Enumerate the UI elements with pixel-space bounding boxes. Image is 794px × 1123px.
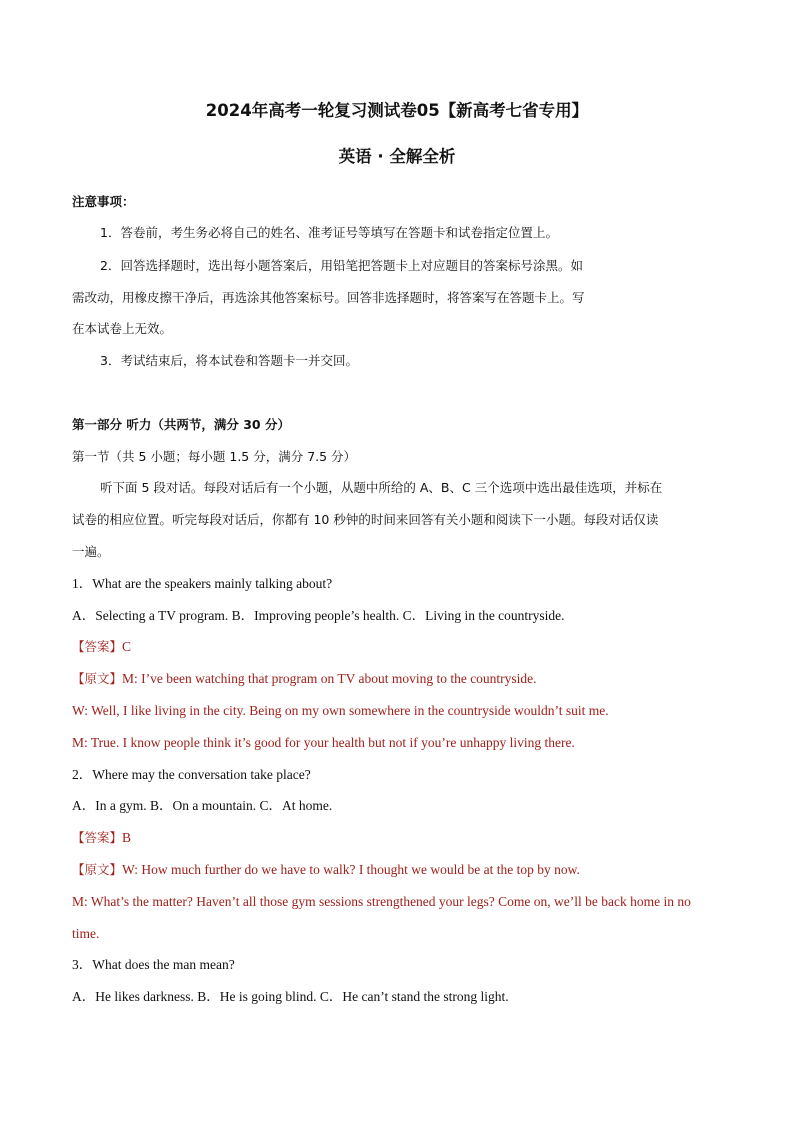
section1-heading: 第一节（共 5 小题；每小题 1.5 分，满分 7.5 分） bbox=[72, 449, 357, 464]
source-text: W: How much further do we have to walk? I thought we would be at the top by now. bbox=[122, 862, 580, 877]
question-2-answer bbox=[72, 829, 131, 847]
question-2-options: A．In a gym. B．On a mountain. C．At home. bbox=[72, 798, 333, 813]
question-1-source-line-3: M: True. I know people think it’s good for your health but not if you’re unhappy living there. bbox=[72, 735, 575, 750]
notice-item-2-line-1: 2．回答选择题时，选出每小题答案后，用铅笔把答题卡上对应题目的答案标号涂黑。如 bbox=[100, 258, 583, 273]
question-1-options: A．Selecting a TV program. B．Improving people’s health. C．Living in the countryside. bbox=[72, 608, 565, 623]
question-2-source-line-2: M: What’s the matter? Haven’t all those gym sessions strengthened your legs? Come on, we’ll be back home in no bbox=[72, 894, 691, 909]
question-2-source-line-1 bbox=[72, 861, 580, 879]
notice-item-1: 1．答卷前，考生务必将自己的姓名、准考证号等填写在答题卡和试卷指定位置上。 bbox=[100, 225, 558, 240]
question-3-options: A．He likes darkness. B．He is going blind. C．He can’t stand the strong light. bbox=[72, 989, 509, 1004]
question-1-answer bbox=[72, 638, 131, 656]
answer-tag: 【答案】 bbox=[72, 639, 123, 654]
instruction-line-3: 一遍。 bbox=[72, 544, 110, 559]
question-3-stem: 3．What does the man mean? bbox=[72, 957, 235, 972]
instruction-line-2: 试卷的相应位置。听完每段对话后，你都有 10 秒钟的时间来回答有关小题和阅读下一小题。每段对话仅读 bbox=[72, 512, 659, 527]
source-tag: 【原文】 bbox=[72, 862, 123, 877]
notice-heading: 注意事项： bbox=[72, 194, 135, 209]
instruction-line-1: 听下面 5 段对话。每段对话后有一个小题，从题中所给的 A、B、C 三个选项中选出最佳选项，并标在 bbox=[100, 480, 663, 495]
page-title: 2024年高考一轮复习测试卷05【新高考七省专用】 bbox=[205, 101, 589, 120]
page-subtitle: 英语 · 全解全析 bbox=[338, 147, 456, 166]
source-tag: 【原文】 bbox=[72, 671, 123, 686]
source-text: M: I’ve been watching that program on TV about moving to the countryside. bbox=[122, 671, 537, 686]
question-1-stem: 1．What are the speakers mainly talking about? bbox=[72, 576, 333, 591]
answer-tag: 【答案】 bbox=[72, 830, 123, 845]
notice-item-2-line-2: 需改动，用橡皮擦干净后，再选涂其他答案标号。回答非选择题时，将答案写在答题卡上。写 bbox=[72, 290, 585, 305]
question-2-source-line-3: time. bbox=[72, 926, 100, 941]
question-1-source-line-2: W: Well, I like living in the city. Being on my own somewhere in the countryside wouldn’t suit me. bbox=[72, 703, 609, 718]
answer-value: C bbox=[122, 639, 132, 654]
question-1-source-line-1 bbox=[72, 670, 537, 688]
part1-heading: 第一部分 听力（共两节，满分 30 分） bbox=[72, 417, 290, 432]
answer-value: B bbox=[122, 830, 132, 845]
notice-item-3: 3．考试结束后，将本试卷和答题卡一并交回。 bbox=[100, 353, 358, 368]
question-2-stem: 2．Where may the conversation take place? bbox=[72, 767, 311, 782]
notice-item-2-line-3: 在本试卷上无效。 bbox=[72, 321, 173, 336]
